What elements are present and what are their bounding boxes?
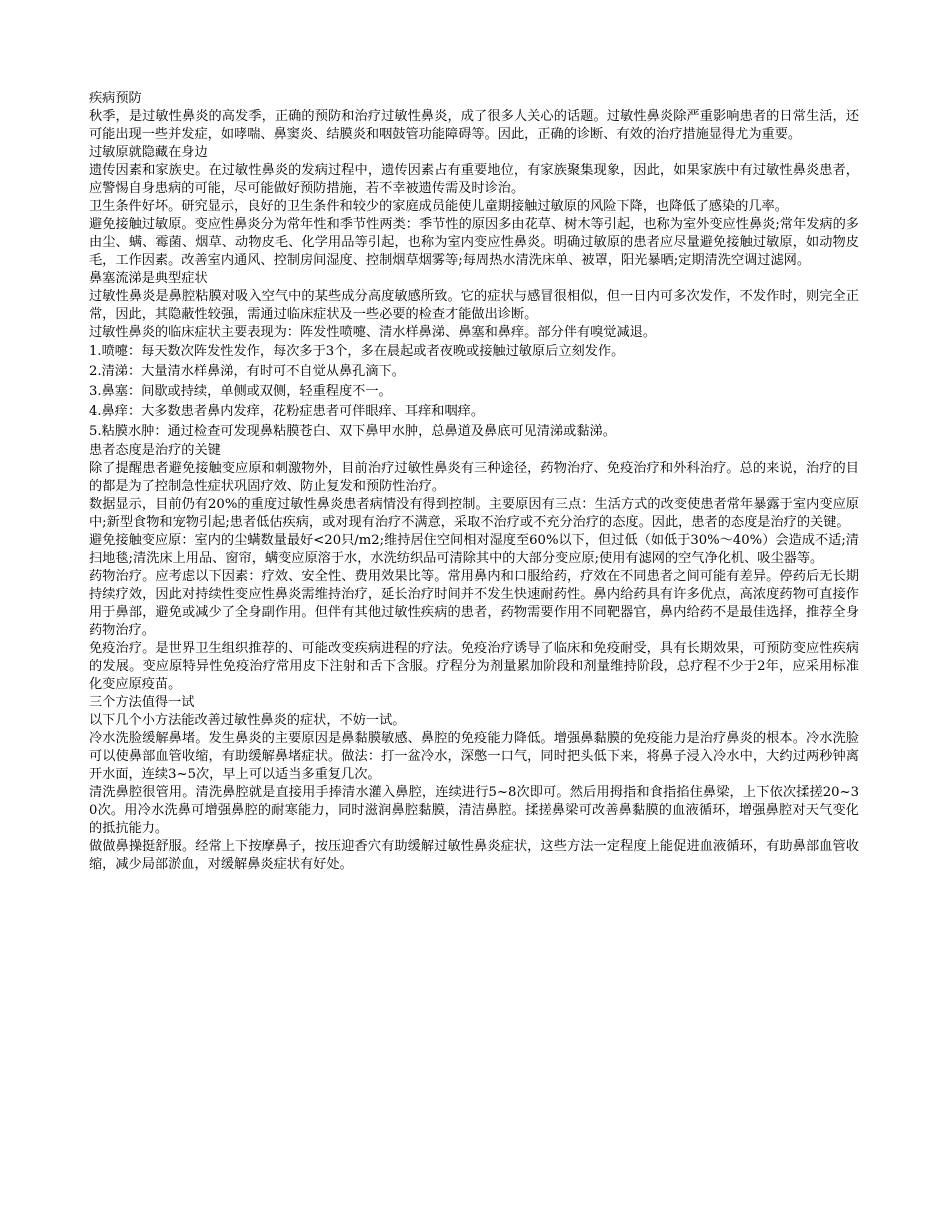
symptom-list-item: 1.喷嚏：每天数次阵发性发作，每次多于3个，多在晨起或者夜晚或接触过敏原后立刻发作。 bbox=[89, 344, 625, 359]
section-heading: 三个方法值得一试 bbox=[89, 695, 195, 710]
symptom-list-item: 2.清涕：大量清水样鼻涕，有时可不自觉从鼻孔滴下。 bbox=[89, 364, 405, 379]
paragraph: 数据显示，目前仍有20%的重度过敏性鼻炎患者病情没有得到控制。主要原因有三点：生活方式的改变使患者常年暴露于室内变应原中;新型食物和宠物引起;患者低估疾病，或对现有治疗不满意，采取不治疗或不充分治疗的态度。因此，患者的态度是治疗的关键。 bbox=[89, 497, 859, 530]
paragraph: 以下几个小方法能改善过敏性鼻炎的症状，不妨一试。 bbox=[89, 713, 406, 728]
paragraph: 做做鼻操挺舒服。经常上下按摩鼻子，按压迎香穴有助缓解过敏性鼻炎症状，这些方法一定程度上能促进血液循环，有助鼻部血管收缩，减少局部淤血，对缓解鼻炎症状有好处。 bbox=[89, 839, 859, 872]
article-body bbox=[89, 90, 859, 874]
paragraph: 过敏性鼻炎是鼻腔粘膜对吸入空气中的某些成分高度敏感所致。它的症状与感冒很相似，但一日内可多次发作，不发作时，则完全正常，因此，其隐蔽性较强，需通过临床症状及一些必要的检查才能做出诊断。 bbox=[89, 289, 859, 322]
paragraph: 秋季，是过敏性鼻炎的高发季，正确的预防和治疗过敏性鼻炎，成了很多人关心的话题。过敏性鼻炎除严重影响患者的日常生活，还可能出现一些并发症，如哮喘、鼻窦炎、结膜炎和咽鼓管功能障碍等。因此，正确的诊断、有效的治疗措施显得尤为重要。 bbox=[89, 109, 859, 142]
paragraph: 遗传因素和家族史。在过敏性鼻炎的发病过程中，遗传因素占有重要地位，有家族聚集现象，因此，如果家族中有过敏性鼻炎患者，应警惕自身患病的可能，尽可能做好预防措施，若不幸被遗传需及时诊治。 bbox=[89, 163, 859, 196]
section-heading: 鼻塞流涕是典型症状 bbox=[89, 271, 208, 286]
symptom-list-item: 3.鼻塞：间歇或持续，单侧或双侧，轻重程度不一。 bbox=[89, 384, 392, 399]
paragraph: 冷水洗脸缓解鼻堵。发生鼻炎的主要原因是鼻黏膜敏感、鼻腔的免疫能力降低。增强鼻黏膜的免疫能力是治疗鼻炎的根本。冷水洗脸可以使鼻部血管收缩，有助缓解鼻堵症状。做法：打一盆冷水，深憋一口气，同时把头低下来，将鼻子浸入冷水中，大约过两秒钟离开水面，连续3~5次，早上可以适当多重复几次。 bbox=[89, 731, 859, 782]
paragraph: 免疫治疗。是世界卫生组织推荐的、可能改变疾病进程的疗法。免疫治疗诱导了临床和免疫耐受，具有长期效果，可预防变应性疾病的发展。变应原特异性免疫治疗常用皮下注射和舌下含服。疗程分为剂量累加阶段和剂量维持阶段，总疗程不少于2年，应采用标准化变应原疫苗。 bbox=[89, 641, 859, 692]
symptom-list-item: 5.粘膜水肿：通过检查可发现鼻粘膜苍白、双下鼻甲水肿，总鼻道及鼻底可见清涕或黏涕。 bbox=[89, 424, 616, 439]
section-heading: 过敏原就隐藏在身边 bbox=[89, 145, 208, 160]
section-heading: 患者态度是治疗的关键 bbox=[89, 443, 221, 458]
paragraph: 除了提醒患者避免接触变应原和刺激物外，目前治疗过敏性鼻炎有三种途径，药物治疗、免疫治疗和外科治疗。总的来说，治疗的目的都是为了控制急性症状巩固疗效、防止复发和预防性治疗。 bbox=[89, 461, 859, 494]
paragraph: 清洗鼻腔很管用。清洗鼻腔就是直接用手捧清水灌入鼻腔，连续进行5~8次即可。然后用拇指和食指掐住鼻梁，上下依次揉搓20~30次。用冷水洗鼻可增强鼻腔的耐寒能力，同时滋润鼻腔黏膜，清洁鼻腔。揉搓鼻梁可改善鼻黏膜的血液循环，增强鼻腔对天气变化的抵抗能力。 bbox=[89, 785, 859, 836]
section-heading: 疾病预防 bbox=[89, 91, 142, 106]
paragraph: 卫生条件好坏。研究显示，良好的卫生条件和较少的家庭成员能使儿童期接触过敏原的风险下降，也降低了感染的几率。 bbox=[89, 199, 788, 214]
paragraph: 药物治疗。应考虑以下因素：疗效、安全性、费用效果比等。常用鼻内和口服给药，疗效在不同患者之间可能有差异。停药后无长期持续疗效，因此对持续性变应性鼻炎需维持治疗，延长治疗时间并不发生快速耐药性。鼻内给药具有许多优点，高浓度药物可直接作用于鼻部，避免或减少了全身副作用。但伴有其他过敏性疾病的患者，药物需要作用不同靶器官，鼻内给药不是最佳选择，推荐全身药物治疗。 bbox=[89, 569, 859, 638]
paragraph: 避免接触过敏原。变应性鼻炎分为常年性和季节性两类：季节性的原因多由花草、树木等引起，也称为室外变应性鼻炎;常年发病的多由尘、螨、霉菌、烟草、动物皮毛、化学用品等引起，也称为室内变应性鼻炎。明确过敏原的患者应尽量避免接触过敏原，如动物皮毛，工作因素。改善室内通风、控制房间湿度、控制烟草烟雾等;每周热水清洗床单、被罩，阳光暴晒;定期清洗空调过滤网。 bbox=[89, 217, 859, 268]
symptom-list-item: 4.鼻痒：大多数患者鼻内发痒，花粉症患者可伴眼痒、耳痒和咽痒。 bbox=[89, 404, 485, 419]
paragraph: 避免接触变应原：室内的尘螨数量最好<20只/m2;维持居住空间相对湿度至60%以下，但过低（如低于30%～40%）会造成不适;清扫地毯;清洗床上用品、窗帘，螨变应原溶于水，水洗纺织品可清除其中的大部分变应原;使用有滤网的空气净化机、吸尘器等。 bbox=[89, 533, 859, 566]
paragraph: 过敏性鼻炎的临床症状主要表现为：阵发性喷嚏、清水样鼻涕、鼻塞和鼻痒。部分伴有嗅觉减退。 bbox=[89, 325, 657, 340]
